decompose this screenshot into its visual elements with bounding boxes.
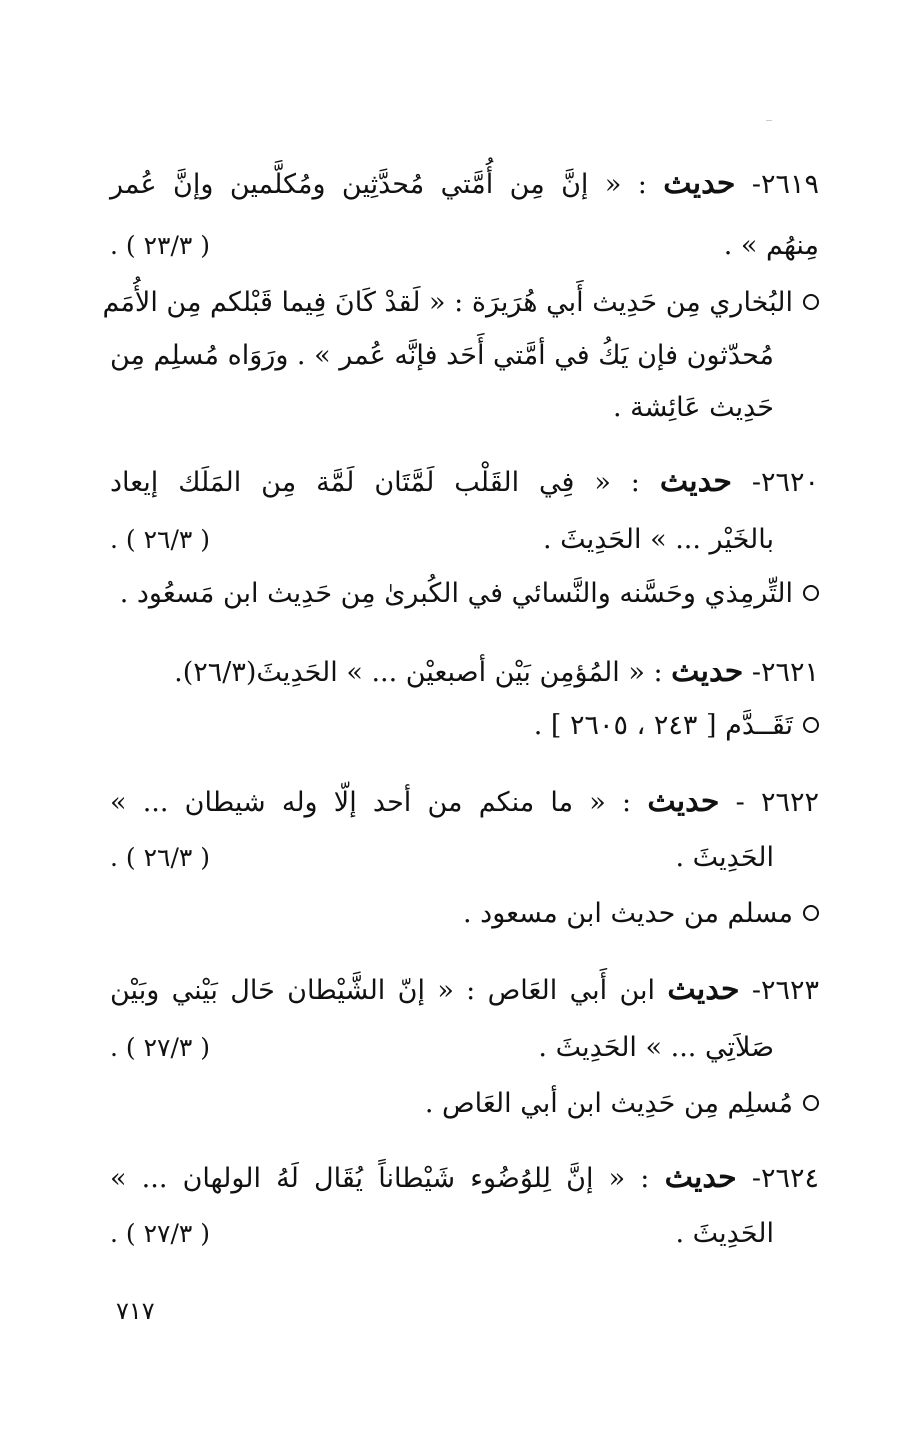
hadith-2622-line-1 <box>110 782 819 823</box>
hadith-2623-note-1 <box>110 1084 819 1124</box>
hadith-2624-reference: ( ٢٧/٣ ) . <box>110 1219 211 1248</box>
hadith-2619-line-2: مِنهُم » . <box>723 230 819 261</box>
hadith-text: : « المُؤمِن بَيْن أصبعيْن ... » الحَدِيثَ(٢٦/٣). <box>174 657 663 688</box>
note-circle-icon <box>803 905 819 921</box>
hadith-2623-reference: ( ٢٧/٣ ) . <box>110 1033 211 1062</box>
hadith-keyword: حديث <box>659 464 732 499</box>
page-number: ٧١٧ <box>116 1297 155 1325</box>
note-text: مُسلِم مِن حَدِيث ابن أبي العَاص . <box>424 1088 793 1119</box>
note-circle-icon <box>803 717 819 733</box>
note-circle-icon <box>803 1095 819 1111</box>
hadith-text: ابن أَبي العَاص : « إنّ الشَّيْطان حَال بَيْني وبَيْن <box>110 975 656 1006</box>
hadith-text: : « فِي القَلْب لَمَّتَان لَمَّة مِن المَلَك إيعاد <box>110 467 640 498</box>
hadith-number: ٢٦٢٢ - <box>735 787 819 818</box>
hadith-2620-reference: ( ٢٦/٣ ) . <box>110 525 211 554</box>
hadith-number: ٢٦٢٤- <box>751 1163 819 1194</box>
hadith-2619-note-1 <box>102 283 819 323</box>
hadith-2624-line-2: الحَدِيثَ . <box>675 1218 774 1249</box>
hadith-2619-note-2: مُحدّثون فإن يَكُ في أمَّتي أَحَد فإنَّه عُمر » . ورَوَاه مُسلِم مِن <box>109 340 774 371</box>
hadith-number: ٢٦١٩- <box>751 169 819 200</box>
note-circle-icon <box>803 294 819 310</box>
hadith-number: ٢٦٢٣- <box>751 975 820 1006</box>
hadith-2622-line-2: الحَدِيثَ . <box>675 842 774 873</box>
hadith-2623-line-2: صَلاَتِي ... » الحَدِيثَ . <box>538 1032 774 1063</box>
hadith-2619-line-1 <box>110 164 819 205</box>
hadith-2620-note-1 <box>110 574 819 614</box>
hadith-2619-note-3: حَدِيث عَائِشة . <box>612 392 774 423</box>
scan-speck <box>766 120 772 121</box>
hadith-number: ٢٦٢٠- <box>751 467 819 498</box>
note-text: مسلم من حديث ابن مسعود . <box>463 898 793 929</box>
note-text: البُخاري مِن حَدِيث أَبي هُرَيرَة : « لَقدْ كَانَ فِيما قَبْلكم مِن الأُمَم <box>102 287 793 318</box>
hadith-2622-note-1 <box>110 894 819 934</box>
hadith-2624-line-1 <box>110 1158 819 1199</box>
hadith-2622-reference: ( ٢٦/٣ ) . <box>110 843 211 872</box>
hadith-2619-reference: ( ٢٣/٣ ) . <box>110 231 211 260</box>
note-circle-icon <box>803 585 819 601</box>
hadith-2621-line-1 <box>110 652 819 693</box>
hadith-2620-line-1 <box>110 462 819 503</box>
hadith-text: : « إنَّ مِن أُمَّتي مُحدَّثِين ومُكلَّمين وإنَّ عُمر <box>110 169 647 200</box>
hadith-keyword: حديث <box>671 654 744 689</box>
hadith-2621-note-1 <box>110 706 819 746</box>
hadith-2620-line-2: بالخَيْر ... » الحَدِيثَ . <box>543 524 774 555</box>
hadith-keyword: حديث <box>647 784 720 819</box>
hadith-number: ٢٦٢١- <box>751 657 819 688</box>
hadith-keyword: حديث <box>663 166 736 201</box>
hadith-text: : « ما منكم من أحد إلّا وله شيطان ... » <box>110 787 632 818</box>
hadith-keyword: حديث <box>667 972 740 1007</box>
note-text: تَقَــدَّم [ ٢٤٣ ، ٢٦٠٥ ] . <box>533 710 793 741</box>
hadith-text: : « إنَّ لِلوُضُوء شَيْطاناً يُقَال لَهُ الولهان ... » <box>110 1163 650 1194</box>
hadith-2623-line-1 <box>110 970 819 1011</box>
note-text: التِّرمِذي وحَسَّنه والنَّسائي في الكُبرىٰ مِن حَدِيث ابن مَسعُود . <box>119 578 793 609</box>
hadith-keyword: حديث <box>664 1160 737 1195</box>
